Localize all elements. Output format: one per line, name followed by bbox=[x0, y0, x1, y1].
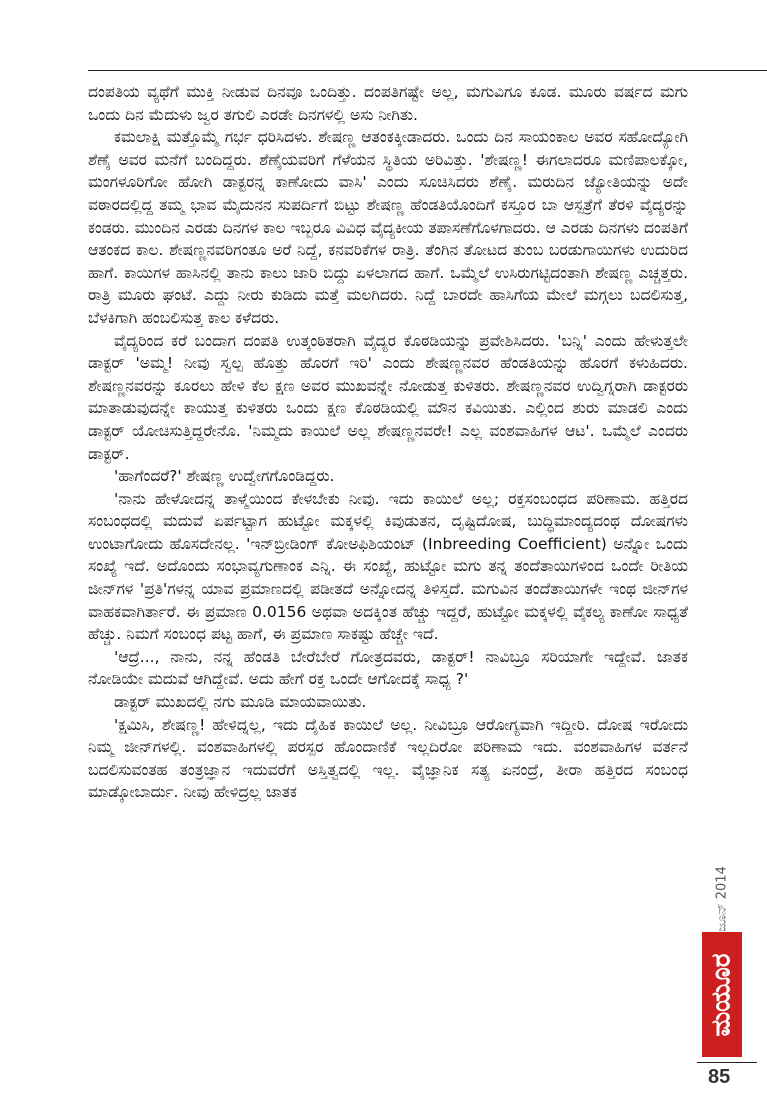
paragraph: 'ಹಾಗೆಂದರೆ?' ಶೇಷಣ್ಣ ಉದ್ವೇಗಗೊಂಡಿದ್ದರು. bbox=[114, 467, 335, 486]
issue-date-text: ಜೂನ್ 2014 bbox=[714, 866, 730, 932]
top-divider bbox=[88, 70, 767, 71]
issue-date bbox=[704, 868, 740, 930]
paragraph: ವೈದ್ಯರಿಂದ ಕರೆ ಬಂದಾಗ ದಂಪತಿ ಉತ್ಕಂಠಿತರಾಗಿ ವೈದ್ಯರ ಕೊಠಡಿಯನ್ನು ಪ್ರವೇಶಿಸಿದರು. 'ಬನ್ನಿ' ಎಂದು ಹೇಳುತ್ತಲೇ ಡಾಕ್ಟರ್ 'ಅಮ್ಮ! ನೀವು ಸ್ವಲ್ಪ ಹೊತ್ತು ಹೊರಗೆ ಇರಿ' ಎಂದು ಶೇಷಣ್ಣನವರ ಹೆಂಡತಿಯನ್ನು ಹೊರಗೆ ಕಳುಹಿದರು. ಶೇಷಣ್ಣನವರನ್ನು ಕೂರಲು ಹೇಳಿ ಕೆಲ ಕ್ಷಣ ಅವರ ಮುಖವನ್ನೇ ನೋಡುತ್ತ ಕುಳಿತರು. ಶೇಷಣ್ಣನವರ ಉದ್ವಿಗ್ನರಾಗಿ ಡಾಕ್ಟರರು ಮಾತಾಡುವುದನ್ನೇ ಕಾಯುತ್ತ ಕುಳಿತರು ಒಂದು ಕ್ಷಣ ಕೊಠಡಿಯಲ್ಲಿ ಮೌನ ಕವಿಯಿತು. ಎಲ್ಲಿಂದ ಶುರು ಮಾಡಲಿ ಎಂದು ಡಾಕ್ಟರ್ ಯೋಚಿಸುತ್ತಿದ್ದರೇನೊ. 'ನಿಮ್ಮದು ಕಾಯಿಲೆ ಅಲ್ಲ ಶೇಷಣ್ಣನವರೇ! ಎಲ್ಲ ವಂಶವಾಹಿಗಳ ಆಟ'. ಒಮ್ಮೆಲೆ ಎಂದರು ಡಾಕ್ಟರ್. bbox=[88, 331, 688, 463]
paragraph: 'ನಾನು ಹೇಳೋದನ್ನ ತಾಳ್ಮೆಯಿಂದ ಕೇಳಬೇಕು ನೀವು. ಇದು ಕಾಯಿಲೆ ಅಲ್ಲ; ರಕ್ತಸಂಬಂಧದ ಪರಿಣಾಮ. ಹತ್ತಿರದ ಸಂಬಂಧದಲ್ಲಿ ಮದುವೆ ಏರ್ಪಟ್ಟಾಗ ಹುಟ್ಟೋ ಮಕ್ಕಳಲ್ಲಿ ಕಿವುಡುತನ, ದೃಷ್ಟಿದೋಷ, ಬುದ್ಧಿಮಾಂದ್ಯದಂಥ ದೋಷಗಳು ಉಂಟಾಗೋದು ಹೊಸದೇನಲ್ಲ. 'ಇನ್‌ಬ್ರೀಡಿಂಗ್ ಕೋಅಫಿಶಿಯಂಟ್ (Inbreeding Coefficient) ಅನ್ನೋ ಒಂದು ಸಂಖ್ಯೆ ಇದೆ. ಅದೊಂದು ಸಂಭಾವ್ಯಗುಣಾಂಕ ಎನ್ನಿ. ಈ ಸಂಖ್ಯೆ, ಹುಟ್ಟೋ ಮಗು ತನ್ನ ತಂದೆತಾಯಿಗಳಿಂದ ಒಂದೇ ರೀತಿಯ ಜೀನ್‌ಗಳ 'ಪ್ರತಿ'ಗಳನ್ನ ಯಾವ ಪ್ರಮಾಣದಲ್ಲಿ ಪಡೀತದೆ ಅನ್ನೋದನ್ನ ತಿಳಿಸ್ತದೆ. ಮಗುವಿನ ತಂದೆತಾಯಿಗಳೇ ಇಂಥ ಜೀನ್‌ಗಳ ವಾಹಕವಾಗಿರ್ತಾರೆ. ಈ ಪ್ರಮಾಣ 0.0156 ಅಥವಾ ಅದಕ್ಕಿಂತ ಹೆಚ್ಚು ಇದ್ದರೆ, ಹುಟ್ಟೋ ಮಕ್ಕಳಲ್ಲಿ ವೈಕಲ್ಯ ಕಾಣೋ ಸಾಧ್ಯತೆ ಹೆಚ್ಚು. ನಿಮಗೆ ಸಂಬಂಧ ಪಟ್ಟ ಹಾಗೆ, ಈ ಪ್ರಮಾಣ ಸಾಕಷ್ಟು ಹೆಚ್ಚೇ ಇದೆ. bbox=[88, 489, 688, 644]
page-number-divider bbox=[697, 1062, 757, 1063]
paragraph: ದಂಪತಿಯ ವ್ಯಥೆಗೆ ಮುಕ್ತಿ ನೀಡುವ ದಿನವೂ ಒಂದಿತ್ತು. ದಂಪತಿಗಷ್ಟೇ ಅಲ್ಲ, ಮಗುವಿಗೂ ಕೂಡ. ಮೂರು ವರ್ಷದ ಮಗು ಒಂದು ದಿನ ಮೆದುಳು ಜ್ವರ ತಗುಲಿ ಎರಡೇ ದಿನಗಳಲ್ಲಿ ಅಸು ನೀಗಿತು. bbox=[88, 83, 688, 124]
paragraph: ಡಾಕ್ಟರ್ ಮುಖದಲ್ಲಿ ನಗು ಮೂಡಿ ಮಾಯವಾಯಿತು. bbox=[114, 693, 367, 712]
magazine-logo bbox=[702, 932, 742, 1057]
paragraph: 'ಕ್ಷಮಿಸಿ, ಶೇಷಣ್ಣ! ಹೇಳಿದ್ನಲ್ಲ, ಇದು ದೈಹಿಕ ಕಾಯಿಲೆ ಅಲ್ಲ. ನೀವಿಬ್ರೂ ಆರೋಗ್ಯವಾಗಿ ಇದ್ದೀರಿ. ದೋಷ ಇರೋದು ನಿಮ್ಮ ಜೀನ್‌ಗಳಲ್ಲಿ. ವಂಶವಾಹಿಗಳಲ್ಲಿ ಪರಸ್ಪರ ಹೊಂದಾಣಿಕೆ ಇಲ್ಲದಿರೋ ಪರಿಣಾಮ ಇದು. ವಂಶವಾಹಿಗಳ ವರ್ತನೆ ಬದಲಿಸುವಂತಹ ತಂತ್ರಜ್ಞಾನ ಇದುವರೆಗೆ ಅಸ್ತಿತ್ವದಲ್ಲಿ ಇಲ್ಲ. ವೈಜ್ಞಾನಿಕ ಸತ್ಯ ಏನಂದ್ರೆ, ತೀರಾ ಹತ್ತಿರದ ಸಂಬಂಧ ಮಾಡ್ಕೋಬಾರ್ದು. ನೀವು ಹೇಳಿದ್ರಲ್ಲ ಜಾತಕ bbox=[88, 715, 688, 802]
page-number: 85 bbox=[708, 1066, 731, 1088]
magazine-logo-text: ಮಯೂರ bbox=[706, 953, 737, 1036]
paragraph: ಕಮಲಾಕ್ಷಿ ಮತ್ತೊಮ್ಮೆ ಗರ್ಭ ಧರಿಸಿದಳು. ಶೇಷಣ್ಣ ಆತಂಕಕ್ಕೀಡಾದರು. ಒಂದು ದಿನ ಸಾಯಂಕಾಲ ಅವರ ಸಹೋದ್ಯೋಗಿ ಶೆಣೈ ಅವರ ಮನೆಗೆ ಬಂದಿದ್ದರು. ಶೆಣೈಯವರಿಗೆ ಗೆಳೆಯನ ಸ್ಥಿತಿಯ ಅರಿವಿತ್ತು. 'ಶೇಷಣ್ಣ! ಈಗಲಾದರೂ ಮಣಿಪಾಲಕ್ಕೋ, ಮಂಗಳೂರಿಗೋ ಹೋಗಿ ಡಾಕ್ಟರನ್ನ ಕಾಣೋದು ವಾಸಿ' ಎಂದು ಸೂಚಿಸಿದರು ಶೆಣೈ. ಮರುದಿನ ಜ್ಯೋತಿಯನ್ನು ಅದೇ ವಠಾರದಲ್ಲಿದ್ದ ತಮ್ಮ ಭಾವ ಮೈದುನನ ಸುಪರ್ದಿಗೆ ಬಿಟ್ಟು ಶೇಷಣ್ಣ ಹೆಂಡತಿಯೊಂದಿಗೆ ಕಸ್ತೂರ ಬಾ ಆಸ್ಪತ್ರೆಗೆ ತೆರಳಿ ವೈದ್ಯರನ್ನು ಕಂಡರು. ಮುಂದಿನ ಎರಡು ದಿನಗಳ ಕಾಲ ಇಬ್ಬರೂ ವಿವಿಧ ವೈದ್ಯಕೀಯ ತಪಾಸಣೆಗೊಳಗಾದರು. ಆ ಎರಡು ದಿನಗಳು ದಂಪತಿಗೆ ಆತಂಕದ ಕಾಲ. ಶೇಷಣ್ಣನವರಿಗಂತೂ ಅರೆ ನಿದ್ದೆ, ಕನವರಿಕೆಗಳ ರಾತ್ರಿ. ತೆಂಗಿನ ತೋಟದ ತುಂಬ ಬರಡುಗಾಯಿಗಳು ಉದುರಿದ ಹಾಗೆ. ಕಾಯಿಗಳ ಹಾಸಿನಲ್ಲಿ ತಾನು ಕಾಲು ಜಾರಿ ಬಿದ್ದು ಏಳಲಾಗದ ಹಾಗೆ. ಒಮ್ಮೆಲೆ ಉಸಿರುಗಟ್ಟಿದಂತಾಗಿ ಶೇಷಣ್ಣ ಎಚ್ಚತ್ತರು. ರಾತ್ರಿ ಮೂರು ಘಂಟೆ. ಎದ್ದು ನೀರು ಕುಡಿದು ಮತ್ತೆ ಮಲಗಿದರು. ನಿದ್ದೆ ಬಾರದೇ ಹಾಸಿಗೆಯ ಮೇಲೆ ಮಗ್ಗಲು ಬದಲಿಸುತ್ತ, ಬೆಳಕಿಗಾಗಿ ಹಂಬಲಿಸುತ್ತ ಕಾಲ ಕಳೆದರು. bbox=[88, 128, 688, 327]
article-body bbox=[88, 81, 688, 804]
paragraph: 'ಆದ್ರೆ..., ನಾನು, ನನ್ನ ಹೆಂಡತಿ ಬೇರೆಬೇರೆ ಗೋತ್ರದವರು, ಡಾಕ್ಟರ್! ನಾವಿಬ್ರೂ ಸರಿಯಾಗೇ ಇದ್ದೇವೆ. ಜಾತಕ ನೋಡಿಯೇ ಮದುವೆ ಆಗಿದ್ದೇವೆ. ಅದು ಹೇಗೆ ರಕ್ತ ಒಂದೇ ಆಗೋದಕ್ಕೆ ಸಾಧ್ಯ ?' bbox=[88, 647, 688, 689]
